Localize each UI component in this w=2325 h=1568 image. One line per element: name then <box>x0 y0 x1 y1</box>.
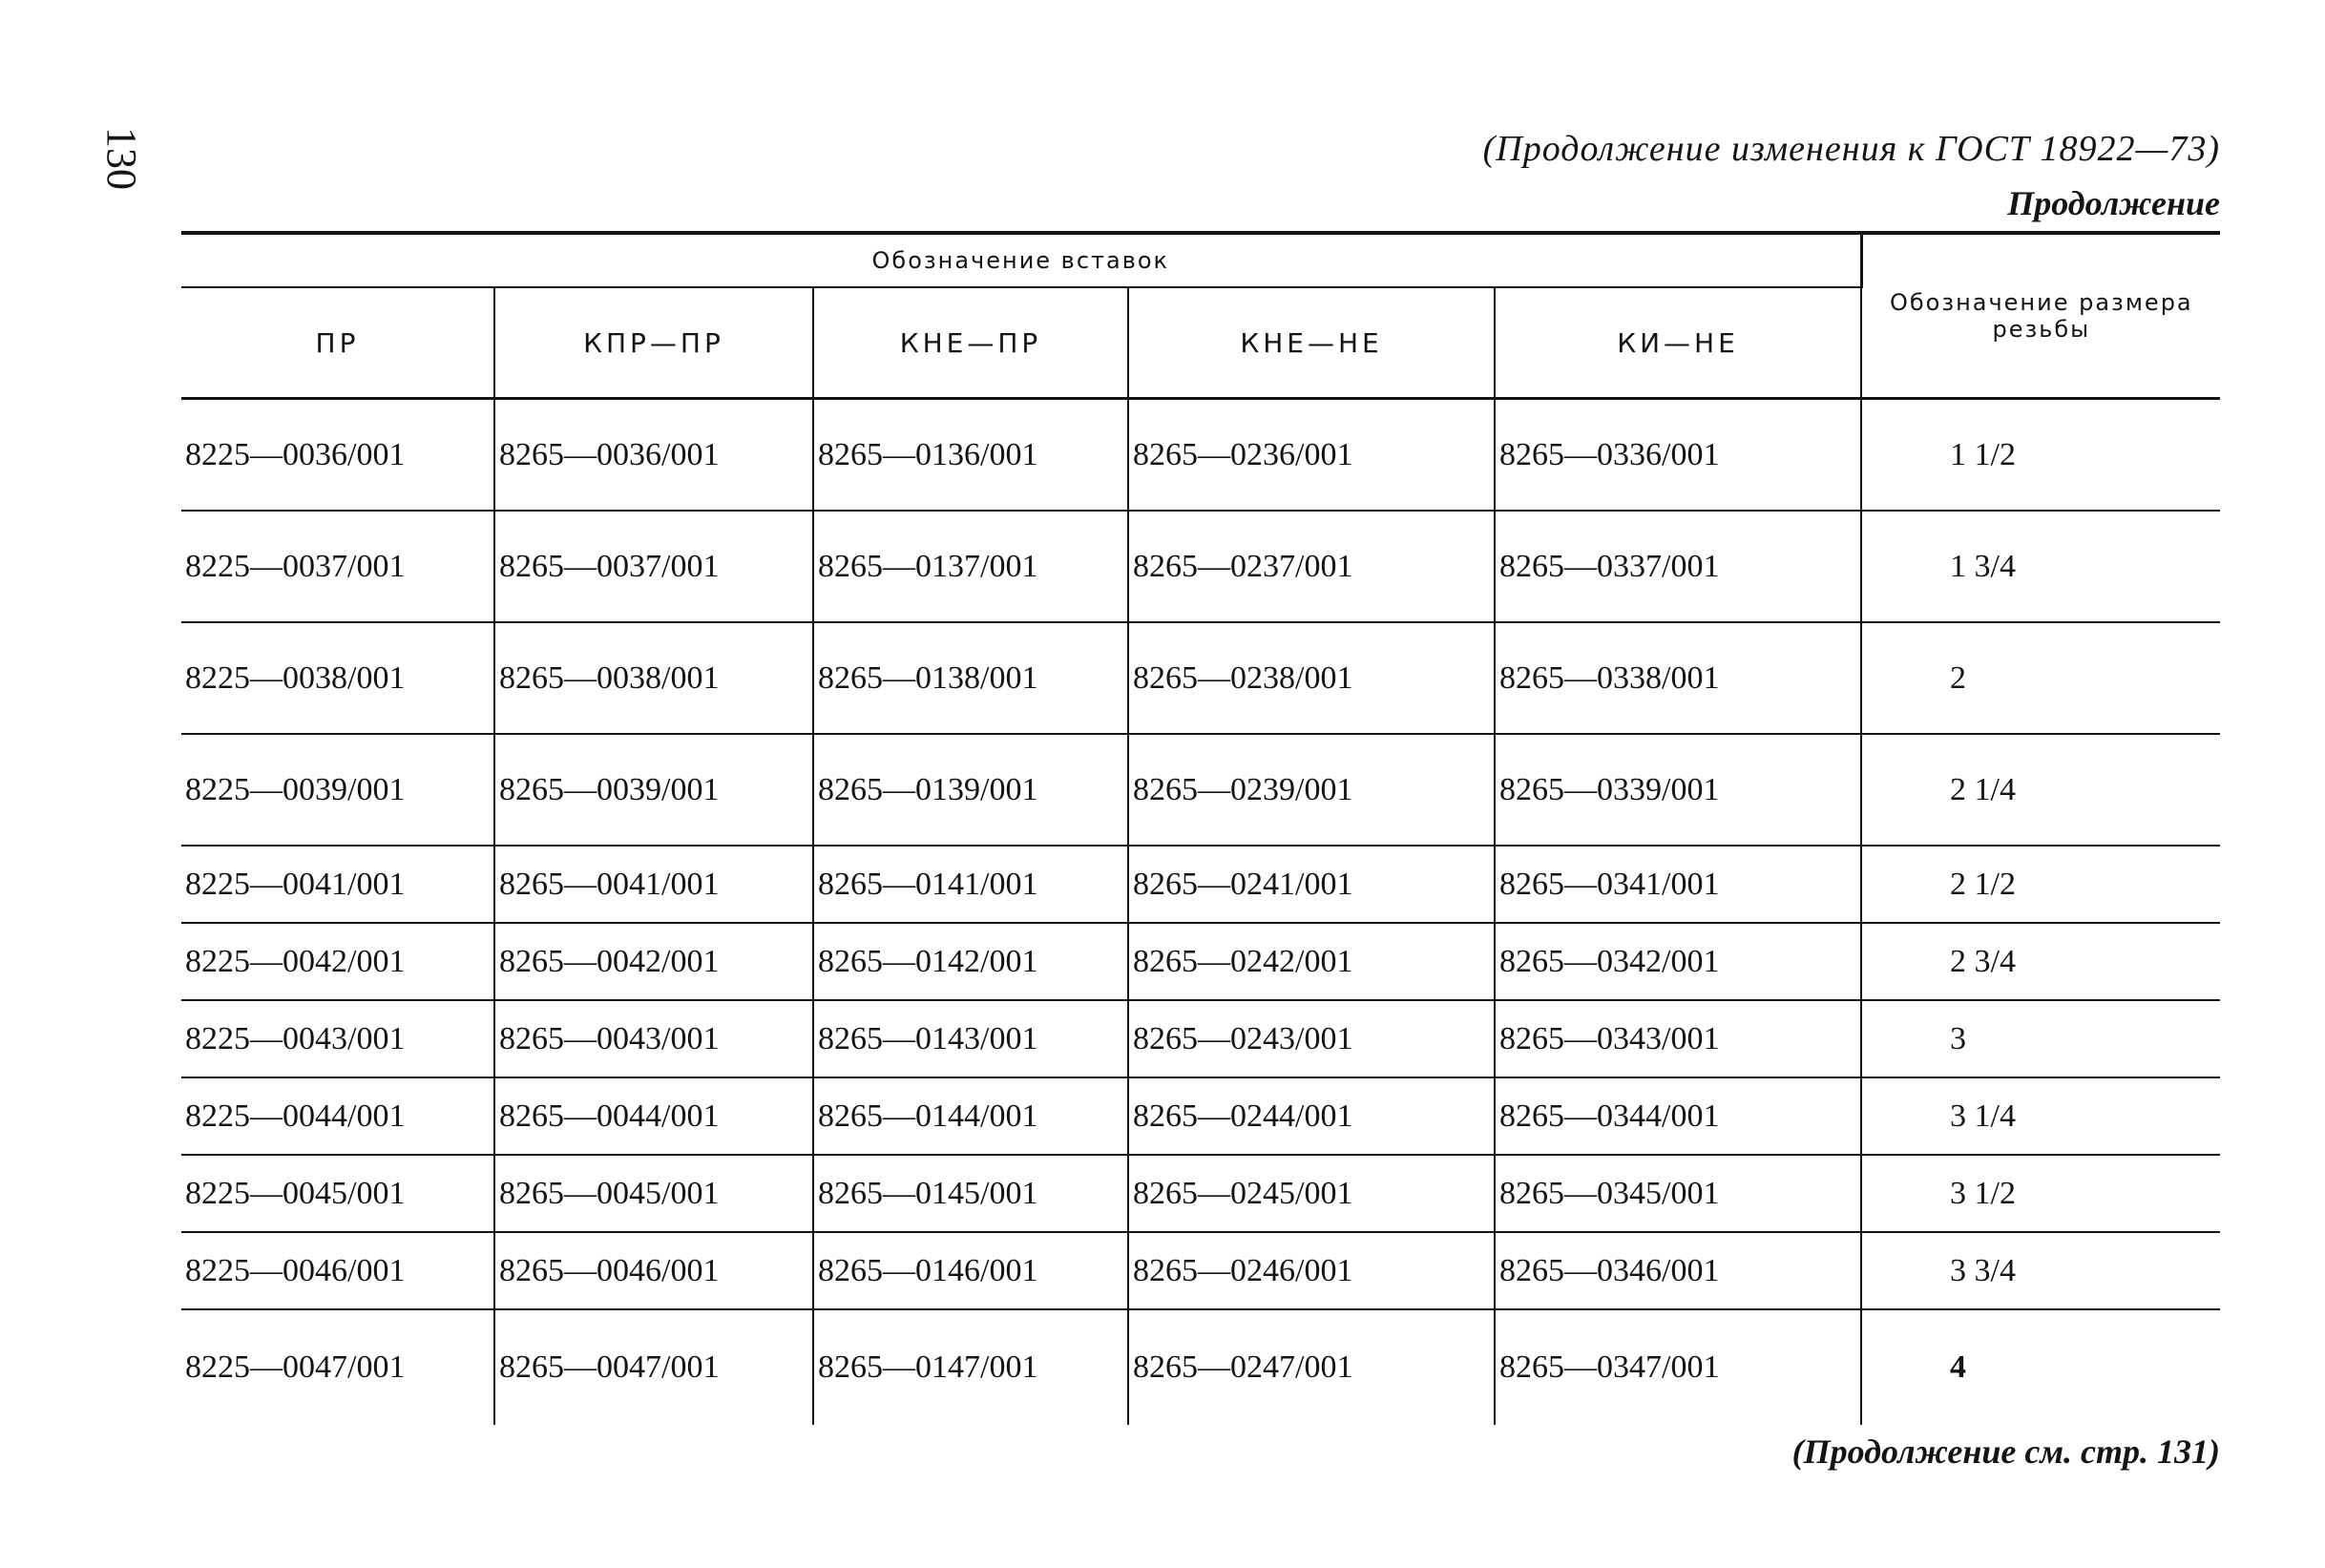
table-cell: 8265—0245/001 <box>1128 1155 1495 1232</box>
table-cell: 8265—0039/001 <box>494 734 813 846</box>
column-header-kne-pr: КНЕ—ПР <box>813 287 1128 399</box>
thread-size-cell: 4 <box>1950 1349 1967 1385</box>
table-cell: 8265—0243/001 <box>1128 1000 1495 1077</box>
table-cell: 8225—0039/001 <box>181 734 494 846</box>
table-cell: 8265—0346/001 <box>1495 1232 1861 1309</box>
table-cell: 8225—0044/001 <box>181 1077 494 1155</box>
table-cell: 8265—0137/001 <box>813 511 1128 622</box>
table-cell: 8265—0147/001 <box>813 1309 1128 1425</box>
insert-designation-group-header: Обозначение вставок <box>181 233 1861 287</box>
table-cell: 8225—0038/001 <box>181 622 494 734</box>
column-header-pr: ПР <box>181 287 494 399</box>
table-cell: 8265—0338/001 <box>1495 622 1861 734</box>
thread-size-cell: 1 3/4 <box>1861 511 2220 622</box>
table-cell: 8265—0038/001 <box>494 622 813 734</box>
table-cell: 8265—0136/001 <box>813 399 1128 512</box>
table-row <box>181 734 2220 846</box>
table-cell: 8265—0143/001 <box>813 1000 1128 1077</box>
table-row <box>181 923 2220 1000</box>
table-cell: 8265—0237/001 <box>1128 511 1495 622</box>
column-header-ki-ne: КИ—НЕ <box>1495 287 1861 399</box>
table-cell: 8265—0139/001 <box>813 734 1128 846</box>
table-cell: 8265—0336/001 <box>1495 399 1861 512</box>
table-cell: 8265—0045/001 <box>494 1155 813 1232</box>
table-cell: 8265—0343/001 <box>1495 1000 1861 1077</box>
table-cell: 8265—0037/001 <box>494 511 813 622</box>
table-cell: 8265—0347/001 <box>1495 1309 1861 1425</box>
table-row <box>181 846 2220 923</box>
table-cell: 8265—0036/001 <box>494 399 813 512</box>
table-cell: 8265—0247/001 <box>1128 1309 1495 1425</box>
table-cell: 8265—0244/001 <box>1128 1077 1495 1155</box>
thread-size-cell: 2 <box>1861 622 2220 734</box>
table-row <box>181 1309 2220 1425</box>
page-number: 130 <box>98 127 146 190</box>
table-cell: 8225—0037/001 <box>181 511 494 622</box>
table-cell: 8265—0238/001 <box>1128 622 1495 734</box>
table-cell: 8265—0341/001 <box>1495 846 1861 923</box>
table-cell: 8265—0337/001 <box>1495 511 1861 622</box>
table-cell: 8225—0047/001 <box>181 1309 494 1425</box>
column-header-kpr-pr: КПР—ПР <box>494 287 813 399</box>
thread-size-cell: 3 <box>1861 1000 2220 1077</box>
table-cell: 8265—0141/001 <box>813 846 1128 923</box>
table-cell: 8265—0041/001 <box>494 846 813 923</box>
table-cell: 8265—0344/001 <box>1495 1077 1861 1155</box>
table-cell: 8265—0138/001 <box>813 622 1128 734</box>
continuation-header: (Продолжение изменения к ГОСТ 18922—73) <box>1482 129 2220 169</box>
table-cell: 8265—0146/001 <box>813 1232 1128 1309</box>
table-cell: 8225—0045/001 <box>181 1155 494 1232</box>
table-cell: 8225—0042/001 <box>181 923 494 1000</box>
continuation-label: Продолжение <box>2007 184 2220 222</box>
insert-designation-table <box>181 231 2220 1425</box>
table-cell: 8265—0144/001 <box>813 1077 1128 1155</box>
thread-size-cell: 2 3/4 <box>1861 923 2220 1000</box>
thread-size-cell: 2 1/4 <box>1861 734 2220 846</box>
thread-size-cell: 2 1/2 <box>1861 846 2220 923</box>
thread-size-cell: 1 1/2 <box>1861 399 2220 512</box>
table-row <box>181 1000 2220 1077</box>
table-row <box>181 622 2220 734</box>
table-cell: 8265—0242/001 <box>1128 923 1495 1000</box>
table-row <box>181 1077 2220 1155</box>
table-cell: 8265—0246/001 <box>1128 1232 1495 1309</box>
continuation-footer: (Продолжение см. стр. 131) <box>1791 1432 2220 1471</box>
table-row <box>181 399 2220 512</box>
thread-size-cell: 3 1/4 <box>1861 1077 2220 1155</box>
column-header-kne-ne: КНЕ—НЕ <box>1128 287 1495 399</box>
table-cell: 8265—0145/001 <box>813 1155 1128 1232</box>
table-cell: 8265—0142/001 <box>813 923 1128 1000</box>
thread-size-cell: 3 1/2 <box>1861 1155 2220 1232</box>
table-row <box>181 1155 2220 1232</box>
table-cell: 8225—0036/001 <box>181 399 494 512</box>
table-cell: 8265—0042/001 <box>494 923 813 1000</box>
table-cell: 8265—0339/001 <box>1495 734 1861 846</box>
table-cell: 8225—0046/001 <box>181 1232 494 1309</box>
table-cell: 8265—0044/001 <box>494 1077 813 1155</box>
table-cell: 8265—0047/001 <box>494 1309 813 1425</box>
table-cell: 8225—0041/001 <box>181 846 494 923</box>
table-cell: 8265—0046/001 <box>494 1232 813 1309</box>
table-cell: 8265—0241/001 <box>1128 846 1495 923</box>
table-cell: 8265—0345/001 <box>1495 1155 1861 1232</box>
table-cell: 8265—0236/001 <box>1128 399 1495 512</box>
thread-size-cell: 3 3/4 <box>1861 1232 2220 1309</box>
thread-size-header: Обозначение размера резьбы <box>1861 233 2220 399</box>
table-cell: 8265—0239/001 <box>1128 734 1495 846</box>
table-cell: 8225—0043/001 <box>181 1000 494 1077</box>
table-row <box>181 511 2220 622</box>
table-row <box>181 1232 2220 1309</box>
table-cell: 8265—0043/001 <box>494 1000 813 1077</box>
table-cell: 8265—0342/001 <box>1495 923 1861 1000</box>
